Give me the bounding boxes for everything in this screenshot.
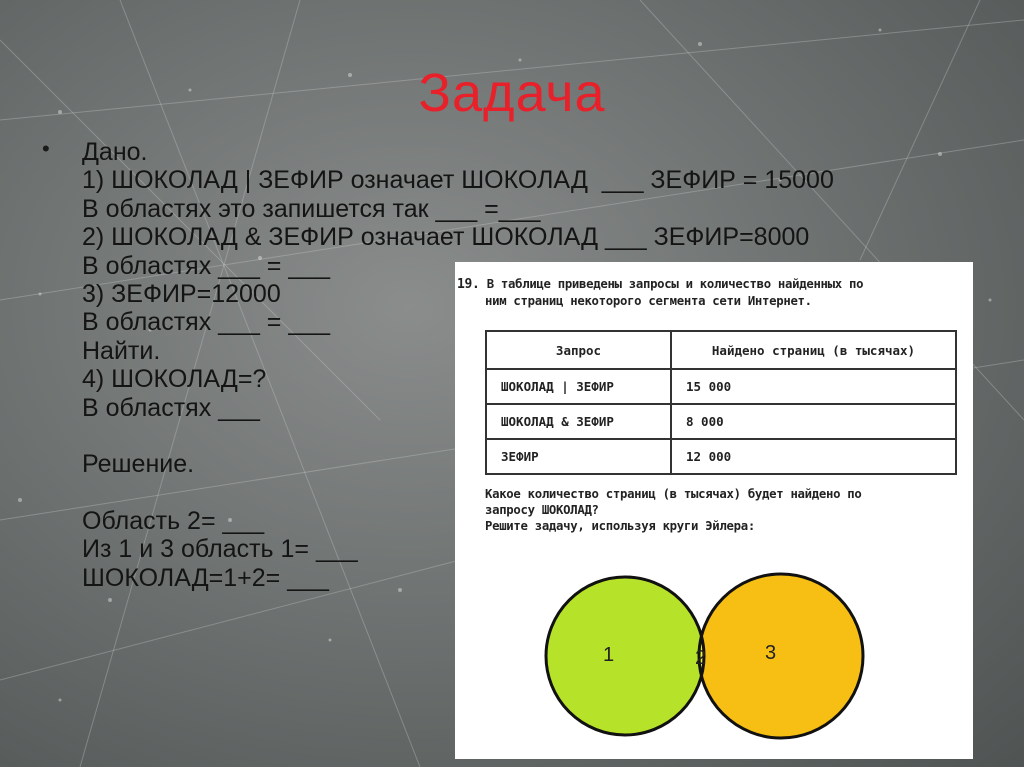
condition-4: 4) ШОКОЛАД=? bbox=[82, 365, 267, 394]
area-3-label: 3 bbox=[765, 642, 777, 664]
query-cell: ЗЕФИР bbox=[486, 439, 671, 474]
query-cell: ШОКОЛАД | ЗЕФИР bbox=[486, 369, 671, 404]
find-heading: Найти. bbox=[82, 336, 161, 365]
table-header-row bbox=[486, 331, 956, 369]
question-line-3: Решите задачу, используя круги Эйлера: bbox=[485, 519, 755, 533]
task-question bbox=[485, 486, 965, 534]
condition-1: 1) ШОКОЛАД | ЗЕФИР означает ШОКОЛАД ___ ЗЕФИР = 15000 bbox=[82, 166, 834, 195]
task-intro bbox=[457, 276, 962, 310]
area-2-label: 2 bbox=[695, 647, 707, 669]
pages-cell: 15 000 bbox=[671, 369, 956, 404]
solution-step-1: Область 2= ___ bbox=[82, 507, 265, 536]
condition-3-areas: В областях ___ = ___ bbox=[82, 308, 331, 337]
euler-diagram bbox=[455, 562, 973, 759]
header-query: Запрос bbox=[486, 331, 671, 369]
task-number: 19. bbox=[457, 277, 480, 292]
slide-title: Задача bbox=[418, 63, 606, 123]
table-row bbox=[486, 439, 956, 474]
condition-3: 3) ЗЕФИР=12000 bbox=[82, 279, 281, 308]
given-heading: Дано. bbox=[82, 138, 148, 166]
header-pages: Найдено страниц (в тысячах) bbox=[671, 331, 956, 369]
pages-cell: 12 000 bbox=[671, 439, 956, 474]
pages-cell: 8 000 bbox=[671, 404, 956, 439]
table-row bbox=[486, 404, 956, 439]
question-line-1: Какое количество страниц (в тысячах) будет найдено по bbox=[485, 487, 862, 501]
condition-2-areas: В областях ___ = ___ bbox=[82, 251, 331, 280]
task-intro-line-2: ним страниц некоторого сегмента сети Интернет. bbox=[485, 294, 812, 308]
solution-step-3: ШОКОЛАД=1+2= ___ bbox=[82, 563, 329, 592]
table-row bbox=[486, 369, 956, 404]
bullet-marker: • bbox=[42, 136, 50, 161]
condition-2: 2) ШОКОЛАД & ЗЕФИР означает ШОКОЛАД ___ ЗЕФИР=8000 bbox=[82, 223, 810, 252]
condition-4-areas: В областях ___ bbox=[82, 393, 260, 422]
query-cell: ШОКОЛАД & ЗЕФИР bbox=[486, 404, 671, 439]
area-1-label: 1 bbox=[603, 644, 615, 666]
task-intro-line-1: В таблице приведены запросы и количество найденных по bbox=[479, 277, 864, 291]
solution-step-2: Из 1 и 3 область 1= ___ bbox=[82, 535, 358, 564]
question-line-2: запросу ШОКОЛАД? bbox=[485, 503, 599, 517]
solution-heading: Решение. bbox=[82, 450, 195, 479]
condition-1-areas: В областях это запишется так ___ =___ bbox=[82, 194, 541, 223]
query-table bbox=[485, 330, 957, 475]
task-image-panel bbox=[455, 262, 973, 759]
